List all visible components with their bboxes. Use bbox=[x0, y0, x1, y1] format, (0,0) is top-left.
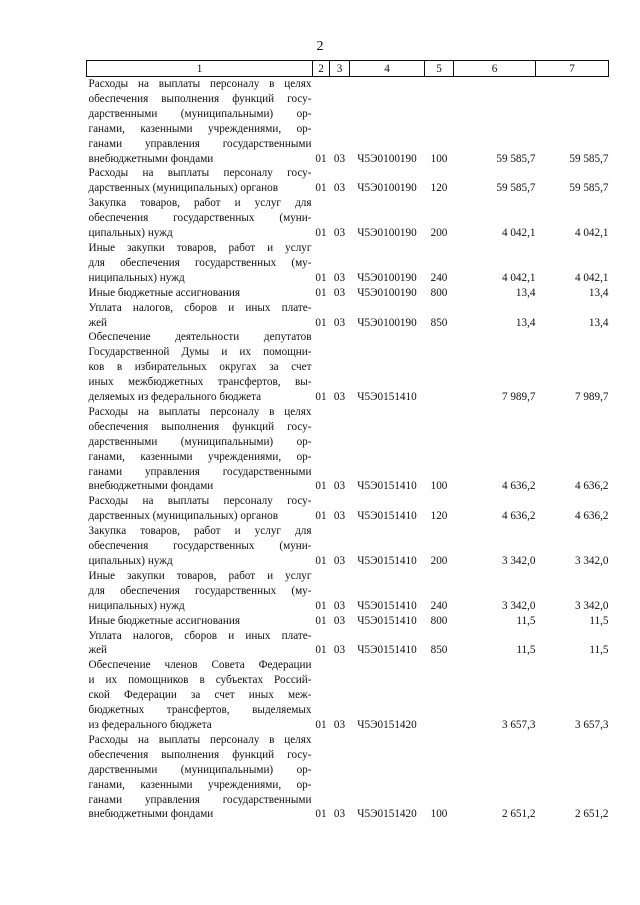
row-expense-type: 200 bbox=[430, 227, 448, 240]
row-amount-col6: 3 342,0 bbox=[501, 599, 536, 612]
row-amount-col6: 13,4 bbox=[515, 316, 536, 329]
row-section-code: 01 bbox=[315, 644, 327, 657]
row-name-line: ципальных) нужд bbox=[88, 227, 173, 240]
row-target-article: Ч5Э0151410 bbox=[357, 614, 417, 627]
row-name-line: ков в избирательных округах за счет bbox=[88, 361, 312, 374]
table-row bbox=[87, 405, 609, 494]
row-name-line: Иные закупки товаров, работ и услуг bbox=[88, 241, 312, 254]
row-name-line: ганами, казенными учреждениями, ор- bbox=[88, 778, 312, 791]
row-name-line: обеспечения выполнения функций госу- bbox=[88, 748, 312, 761]
table-row bbox=[87, 494, 609, 524]
row-name-line: Расходы на выплаты персоналу госу- bbox=[88, 495, 312, 508]
row-section-code: 01 bbox=[315, 152, 327, 165]
table-header bbox=[87, 61, 609, 77]
row-name bbox=[87, 196, 313, 241]
header-col-5: 5 bbox=[425, 61, 454, 77]
row-expense-type: 800 bbox=[430, 286, 448, 299]
row-name-line: деляемых из федерального бюджета bbox=[88, 391, 262, 404]
row-subsection-code: 03 bbox=[333, 599, 346, 612]
row-section-code: 01 bbox=[315, 227, 327, 240]
row-section-code: 01 bbox=[315, 718, 327, 731]
row-target-article: Ч5Э0100190 bbox=[357, 152, 417, 165]
table-row bbox=[87, 196, 609, 241]
row-name bbox=[87, 494, 313, 524]
row-name bbox=[87, 77, 313, 167]
row-name-line: обеспечения выполнения функций госу- bbox=[88, 420, 312, 433]
row-amount-col6: 59 585,7 bbox=[496, 152, 536, 165]
header-col-1: 1 bbox=[87, 61, 313, 77]
row-amount-col7: 3 342,0 bbox=[574, 555, 609, 567]
row-section-code: 01 bbox=[315, 391, 327, 404]
row-expense-type: 100 bbox=[430, 480, 448, 493]
row-name bbox=[87, 286, 313, 301]
row-expense-type: 850 bbox=[430, 644, 448, 657]
row-name-line: Иные бюджетные ассигнования bbox=[88, 614, 240, 627]
row-target-article: Ч5Э0151410 bbox=[357, 391, 417, 404]
row-target-article: Ч5Э0151410 bbox=[357, 510, 417, 523]
row-amount-col6: 3 342,0 bbox=[501, 555, 536, 567]
row-name bbox=[87, 658, 313, 733]
table-row bbox=[87, 658, 609, 733]
row-section-code: 01 bbox=[315, 271, 327, 284]
table-row bbox=[87, 614, 609, 629]
row-name-line: ниципальных) нужд bbox=[88, 599, 185, 612]
row-target-article: Ч5Э0151410 bbox=[357, 644, 417, 657]
row-subsection-code: 03 bbox=[333, 808, 346, 821]
row-subsection-code: 03 bbox=[333, 480, 346, 493]
row-name-line: внебюджетными фондами bbox=[88, 480, 214, 493]
row-expense-type: 120 bbox=[430, 510, 448, 523]
row-amount-col7: 59 585,7 bbox=[569, 182, 609, 195]
row-amount-col6: 2 651,2 bbox=[501, 808, 536, 821]
row-expense-type bbox=[425, 658, 454, 733]
row-name-line: ганами управления государственными bbox=[88, 793, 312, 806]
row-subsection-code: 03 bbox=[333, 182, 346, 195]
row-target-article: Ч5Э0100190 bbox=[357, 286, 417, 299]
row-amount-col7: 59 585,7 bbox=[569, 152, 609, 165]
table-row bbox=[87, 301, 609, 331]
row-name-line: Закупка товаров, работ и услуг для bbox=[88, 525, 312, 538]
row-amount-col7: 4 042,1 bbox=[574, 271, 609, 284]
row-name-line: ганами, казенными учреждениями, ор- bbox=[88, 450, 312, 463]
row-amount-col6: 13,4 bbox=[515, 286, 536, 299]
row-name-line: ганами управления государственными bbox=[88, 465, 312, 478]
row-subsection-code: 03 bbox=[333, 152, 346, 165]
row-amount-col7: 2 651,2 bbox=[574, 808, 609, 821]
table-row bbox=[87, 77, 609, 167]
row-name bbox=[87, 733, 313, 822]
row-name-line: дарственных (муниципальных) органов bbox=[88, 182, 278, 195]
table-row bbox=[87, 166, 609, 196]
header-row bbox=[87, 61, 609, 77]
row-name bbox=[87, 569, 313, 614]
table-row bbox=[87, 733, 609, 822]
row-amount-col7: 3 342,0 bbox=[574, 599, 609, 612]
row-amount-col6: 7 989,7 bbox=[501, 391, 536, 404]
row-name bbox=[87, 524, 313, 569]
row-name-line: жей bbox=[88, 644, 108, 657]
row-name-line: обеспечения государственных (муни- bbox=[88, 540, 312, 553]
row-name-line: жей bbox=[88, 316, 108, 329]
header-col-4: 4 bbox=[350, 61, 425, 77]
row-target-article: Ч5Э0151410 bbox=[357, 480, 417, 493]
row-name bbox=[87, 241, 313, 286]
table-body bbox=[87, 77, 609, 823]
row-subsection-code: 03 bbox=[333, 510, 346, 523]
row-target-article: Ч5Э0151410 bbox=[357, 599, 417, 612]
row-name-line: Иные закупки товаров, работ и услуг bbox=[88, 569, 312, 582]
row-subsection-code: 03 bbox=[333, 271, 346, 284]
budget-table bbox=[86, 60, 609, 822]
row-expense-type: 120 bbox=[430, 182, 448, 195]
row-expense-type: 240 bbox=[430, 271, 448, 284]
row-name-line: Закупка товаров, работ и услуг для bbox=[88, 197, 312, 210]
row-expense-type: 850 bbox=[430, 316, 448, 329]
header-col-2: 2 bbox=[313, 61, 330, 77]
row-name-line: дарственных (муниципальных) органов bbox=[88, 510, 278, 523]
row-name-line: Расходы на выплаты персоналу в целях bbox=[88, 405, 312, 418]
row-amount-col7: 4 636,2 bbox=[574, 510, 609, 523]
row-name-line: обеспечения государственных (муни- bbox=[88, 212, 312, 225]
row-name bbox=[87, 301, 313, 331]
row-name-line: ганами, казенными учреждениями, ор- bbox=[88, 122, 312, 135]
header-col-3: 3 bbox=[330, 61, 350, 77]
table-row bbox=[87, 569, 609, 614]
table-row bbox=[87, 286, 609, 301]
row-name-line: Иные бюджетные ассигнования bbox=[88, 286, 240, 299]
row-name-line: и их помощников в субъектах Россий- bbox=[88, 674, 312, 687]
row-section-code: 01 bbox=[315, 599, 327, 612]
row-expense-type: 800 bbox=[430, 614, 448, 627]
row-name-line: бюджетных трансфертов, выделяемых bbox=[88, 704, 312, 717]
row-subsection-code: 03 bbox=[333, 644, 346, 657]
row-name-line: Расходы на выплаты персоналу в целях bbox=[88, 78, 312, 90]
row-amount-col6: 4 636,2 bbox=[501, 510, 536, 523]
header-col-7: 7 bbox=[536, 61, 609, 77]
row-amount-col6: 11,5 bbox=[516, 644, 536, 657]
row-amount-col6: 4 042,1 bbox=[501, 271, 536, 284]
row-name-line: Уплата налогов, сборов и иных плате- bbox=[88, 301, 312, 314]
row-name-line: иных межбюджетных трансфертов, вы- bbox=[88, 376, 312, 389]
row-amount-col7: 3 657,3 bbox=[574, 718, 609, 731]
row-name-line: Обеспечение членов Совета Федерации bbox=[88, 659, 312, 672]
row-name-line: ганами управления государственными bbox=[88, 137, 312, 150]
row-name bbox=[87, 166, 313, 196]
row-name-line: дарственными (муниципальными) ор- bbox=[88, 107, 312, 120]
row-amount-col6: 11,5 bbox=[516, 614, 536, 627]
table-row bbox=[87, 241, 609, 286]
row-amount-col7: 13,4 bbox=[588, 316, 609, 329]
row-subsection-code: 03 bbox=[333, 614, 346, 627]
row-name-line: дарственными (муниципальными) ор- bbox=[88, 763, 312, 776]
row-section-code: 01 bbox=[315, 316, 327, 329]
row-amount-col6: 3 657,3 bbox=[501, 718, 536, 731]
row-name-line: для обеспечения государственных (му- bbox=[88, 256, 312, 269]
row-section-code: 01 bbox=[315, 182, 327, 195]
row-target-article: Ч5Э0151410 bbox=[357, 555, 417, 567]
row-target-article: Ч5Э0100190 bbox=[357, 271, 417, 284]
row-section-code: 01 bbox=[315, 286, 327, 299]
row-name-line: внебюджетными фондами bbox=[88, 808, 214, 821]
row-amount-col7: 11,5 bbox=[589, 644, 609, 657]
row-name-line: внебюджетными фондами bbox=[88, 152, 214, 165]
row-amount-col7: 4 042,1 bbox=[574, 227, 609, 240]
row-amount-col7: 7 989,7 bbox=[574, 391, 609, 404]
row-amount-col7: 11,5 bbox=[589, 614, 609, 627]
row-name-line: обеспечения выполнения функций госу- bbox=[88, 92, 312, 105]
row-section-code: 01 bbox=[315, 808, 327, 821]
row-name bbox=[87, 330, 313, 405]
row-amount-col6: 4 636,2 bbox=[501, 480, 536, 493]
row-name-line: для обеспечения государственных (му- bbox=[88, 584, 312, 597]
table-row bbox=[87, 629, 609, 659]
row-name-line: Уплата налогов, сборов и иных плате- bbox=[88, 629, 312, 642]
row-name bbox=[87, 405, 313, 494]
row-target-article: Ч5Э0151420 bbox=[357, 808, 417, 821]
row-name-line: Расходы на выплаты персоналу в целях bbox=[88, 733, 312, 746]
row-expense-type: 200 bbox=[430, 555, 448, 567]
row-name-line: из федерального бюджета bbox=[88, 718, 212, 731]
row-section-code: 01 bbox=[315, 614, 327, 627]
row-name-line: ниципальных) нужд bbox=[88, 271, 185, 284]
row-amount-col6: 4 042,1 bbox=[501, 227, 536, 240]
row-section-code: 01 bbox=[315, 480, 327, 493]
row-expense-type: 100 bbox=[430, 808, 448, 821]
row-subsection-code: 03 bbox=[333, 555, 346, 567]
header-col-6: 6 bbox=[454, 61, 536, 77]
row-name-line: ской Федерации за счет иных меж- bbox=[88, 689, 312, 702]
row-amount-col6: 59 585,7 bbox=[496, 182, 536, 195]
row-section-code: 01 bbox=[315, 510, 327, 523]
row-subsection-code: 03 bbox=[333, 286, 346, 299]
row-name-line: Расходы на выплаты персоналу госу- bbox=[88, 167, 312, 180]
row-name-line: Обеспечение деятельности депутатов bbox=[88, 331, 312, 344]
row-section-code: 01 bbox=[315, 555, 327, 567]
row-subsection-code: 03 bbox=[333, 227, 346, 240]
page-number: 2 bbox=[316, 39, 324, 54]
row-name-line: ципальных) нужд bbox=[88, 555, 173, 567]
row-expense-type bbox=[425, 330, 454, 405]
row-subsection-code: 03 bbox=[333, 718, 346, 731]
table-row bbox=[87, 524, 609, 569]
row-name bbox=[87, 629, 313, 659]
row-expense-type: 100 bbox=[430, 152, 448, 165]
table-row bbox=[87, 330, 609, 405]
row-name-line: дарственными (муниципальными) ор- bbox=[88, 435, 312, 448]
row-subsection-code: 03 bbox=[333, 391, 346, 404]
row-name-line: Государственной Думы и их помощни- bbox=[88, 346, 312, 359]
row-subsection-code: 03 bbox=[333, 316, 346, 329]
row-target-article: Ч5Э0151420 bbox=[357, 718, 417, 731]
row-target-article: Ч5Э0100190 bbox=[357, 227, 417, 240]
row-target-article: Ч5Э0100190 bbox=[357, 316, 417, 329]
row-name bbox=[87, 614, 313, 629]
row-amount-col7: 4 636,2 bbox=[574, 480, 609, 493]
row-expense-type: 240 bbox=[430, 599, 448, 612]
row-amount-col7: 13,4 bbox=[588, 286, 609, 299]
row-target-article: Ч5Э0100190 bbox=[357, 182, 417, 195]
